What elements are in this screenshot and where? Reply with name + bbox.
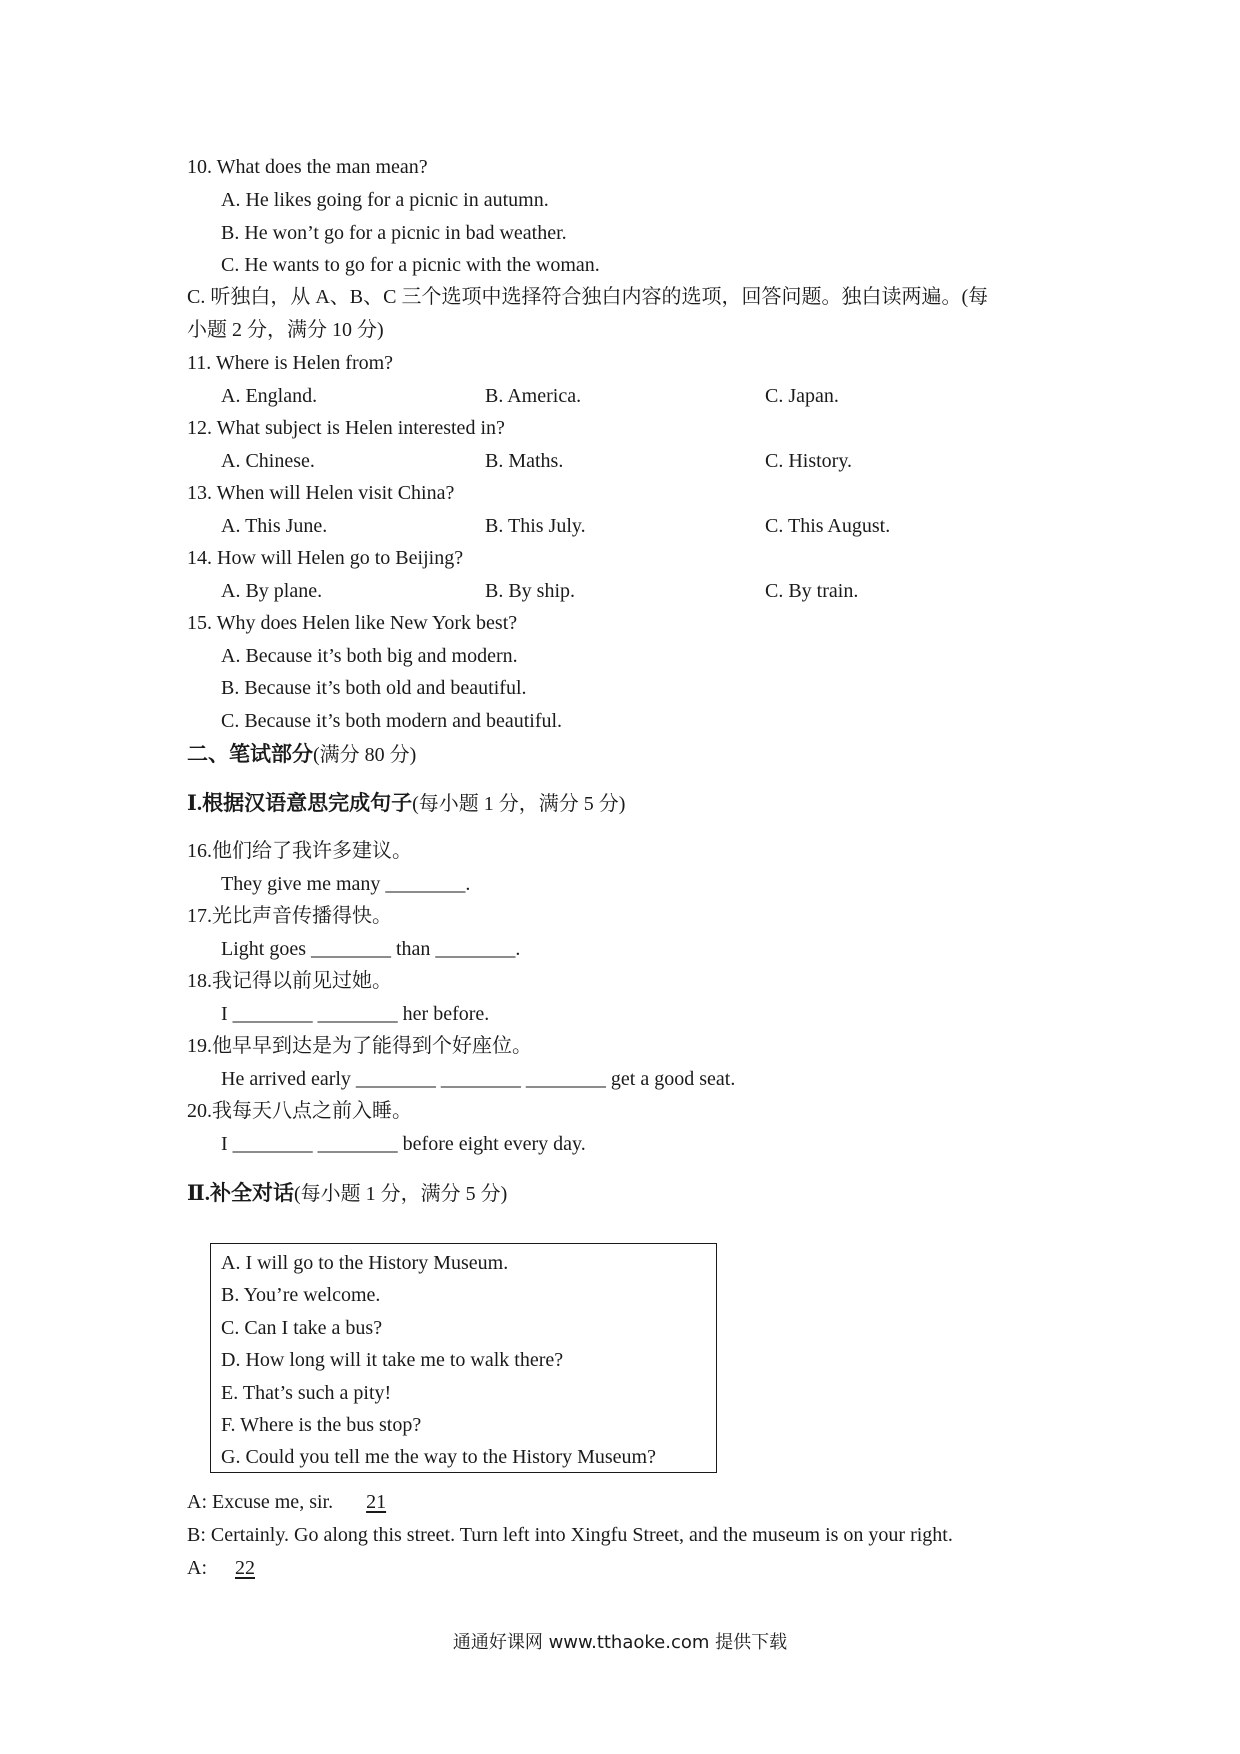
item-17-chinese: 17.光比声音传播得快。 bbox=[187, 905, 392, 927]
question-10-option-a: A. He likes going for a picnic in autumn. bbox=[221, 189, 549, 211]
part2-title bbox=[187, 1180, 507, 1207]
box-option-f: F. Where is the bus stop? bbox=[221, 1414, 422, 1436]
question-10-option-c: C. He wants to go for a picnic with the woman. bbox=[221, 254, 600, 276]
question-12-option-b: B. Maths. bbox=[485, 450, 564, 472]
blank-22: 22 bbox=[235, 1557, 255, 1579]
question-15-option-b: B. Because it’s both old and beautiful. bbox=[221, 677, 527, 699]
question-11-option-c: C. Japan. bbox=[765, 385, 839, 407]
written-section-title bbox=[187, 741, 416, 768]
question-11-option-a: A. England. bbox=[221, 385, 318, 407]
question-11-stem: 11. Where is Helen from? bbox=[187, 352, 394, 374]
written-section-score: (满分 80 分) bbox=[313, 744, 417, 766]
item-20-chinese: 20.我每天八点之前入睡。 bbox=[187, 1100, 412, 1122]
part1-title bbox=[187, 790, 625, 817]
item-18-english: I ________ ________ her before. bbox=[221, 1003, 490, 1025]
question-10-option-b: B. He won’t go for a picnic in bad weather. bbox=[221, 222, 567, 244]
question-12-stem: 12. What subject is Helen interested in? bbox=[187, 417, 505, 439]
question-10-stem: 10. What does the man mean? bbox=[187, 156, 428, 178]
question-15-option-c: C. Because it’s both modern and beautiful. bbox=[221, 710, 563, 732]
question-12-option-c: C. History. bbox=[765, 450, 853, 472]
written-section-title-text: 二、笔试部分 bbox=[187, 742, 313, 766]
item-20-english: I ________ ________ before eight every day. bbox=[221, 1133, 586, 1155]
question-14-option-b: B. By ship. bbox=[485, 580, 576, 602]
part1-title-text: Ⅰ.根据汉语意思完成句子 bbox=[187, 791, 413, 815]
question-13-option-c: C. This August. bbox=[765, 515, 891, 537]
question-11-option-b: B. America. bbox=[485, 385, 582, 407]
question-14-stem: 14. How will Helen go to Beijing? bbox=[187, 547, 464, 569]
part2-title-text: Ⅱ.补全对话 bbox=[187, 1181, 294, 1205]
section-c-instruction-line1: C. 听独白，从 A、B、C 三个选项中选择符合独白内容的选项，回答问题。独白读两遍。(每 bbox=[187, 286, 989, 308]
item-16-english: They give me many ________. bbox=[221, 873, 471, 895]
box-option-a: A. I will go to the History Museum. bbox=[221, 1252, 509, 1274]
item-19-chinese: 19.他早早到达是为了能得到个好座位。 bbox=[187, 1035, 532, 1057]
box-option-b: B. You’re welcome. bbox=[221, 1284, 381, 1306]
dialogue-line-3-text: A: bbox=[187, 1557, 207, 1579]
footer-source: 通通好课网 www.tthaoke.com 提供下载 bbox=[452, 1632, 788, 1653]
dialogue-line-3 bbox=[187, 1555, 278, 1581]
dialogue-line-1-text: A: Excuse me, sir. bbox=[187, 1491, 334, 1513]
item-17-english: Light goes ________ than ________. bbox=[221, 938, 521, 960]
box-option-d: D. How long will it take me to walk there? bbox=[221, 1349, 564, 1371]
question-13-option-b: B. This July. bbox=[485, 515, 586, 537]
section-c-instruction-line2: 小题 2 分，满分 10 分) bbox=[187, 319, 384, 341]
question-14-option-a: A. By plane. bbox=[221, 580, 323, 602]
item-19-english: He arrived early ________ ________ ________ get a good seat. bbox=[221, 1068, 736, 1090]
question-14-option-c: C. By train. bbox=[765, 580, 859, 602]
question-13-stem: 13. When will Helen visit China? bbox=[187, 482, 455, 504]
dialogue-options-box bbox=[210, 1243, 717, 1473]
box-option-e: E. That’s such a pity! bbox=[221, 1382, 392, 1404]
question-12-option-a: A. Chinese. bbox=[221, 450, 315, 472]
item-18-chinese: 18.我记得以前见过她。 bbox=[187, 970, 392, 992]
dialogue-line-1 bbox=[187, 1489, 414, 1515]
part1-score: (每小题 1 分，满分 5 分) bbox=[412, 793, 626, 815]
box-option-g: G. Could you tell me the way to the History Museum? bbox=[221, 1446, 656, 1468]
box-option-c: C. Can I take a bus? bbox=[221, 1317, 383, 1339]
question-15-option-a: A. Because it’s both big and modern. bbox=[221, 645, 518, 667]
question-15-stem: 15. Why does Helen like New York best? bbox=[187, 612, 518, 634]
dialogue-line-2: B: Certainly. Go along this street. Turn left into Xingfu Street, and the museum is on your right. bbox=[187, 1524, 953, 1546]
question-13-option-a: A. This June. bbox=[221, 515, 328, 537]
blank-21: 21 bbox=[366, 1491, 387, 1513]
item-16-chinese: 16.他们给了我许多建议。 bbox=[187, 840, 412, 862]
part2-score: (每小题 1 分，满分 5 分) bbox=[293, 1183, 508, 1205]
